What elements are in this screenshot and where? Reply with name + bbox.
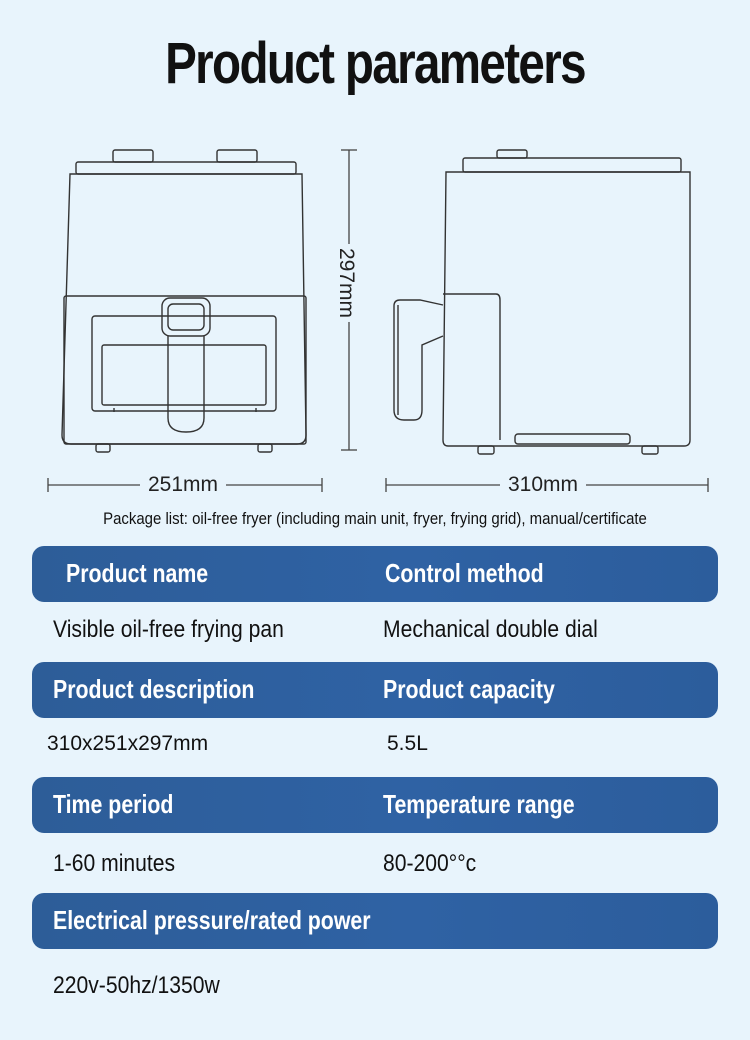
page-title: Product parameters [165,31,585,96]
spec-value-control-method: Mechanical double dial [383,616,598,643]
side-view [394,150,690,454]
spec-header-bar [32,893,718,949]
product-drawings [0,140,750,510]
air-fryer-line-art [0,140,750,510]
spec-header-bar [32,546,718,602]
dimension-lines [48,150,708,492]
spec-label-temperature-range: Temperature range [383,789,575,819]
depth-dimension-label: 310mm [500,473,586,497]
spec-label-electrical-power: Electrical pressure/rated power [53,905,371,935]
spec-header-bar [32,662,718,718]
spec-header-bar [32,777,718,833]
spec-label-time-period: Time period [53,789,174,819]
spec-value-product-capacity: 5.5L [387,732,428,755]
width-dimension-label: 251mm [140,473,226,497]
spec-value-electrical-power: 220v-50hz/1350w [53,972,220,999]
spec-value-product-description: 310x251x297mm [47,732,209,755]
spec-label-product-capacity: Product capacity [383,674,555,704]
height-dimension-label: 297mm [334,244,358,322]
spec-label-product-description: Product description [53,674,255,704]
spec-label-control-method: Control method [385,558,544,588]
spec-value-time-period: 1-60 minutes [53,850,176,877]
spec-value-temperature-range: 80-200°°c [383,850,477,877]
front-view [62,150,306,452]
spec-value-product-name: Visible oil-free frying pan [53,616,284,643]
spec-label-product-name: Product name [66,558,209,588]
package-list: Package list: oil-free fryer (including main unit, fryer, frying grid), manual/certificate [103,509,647,528]
